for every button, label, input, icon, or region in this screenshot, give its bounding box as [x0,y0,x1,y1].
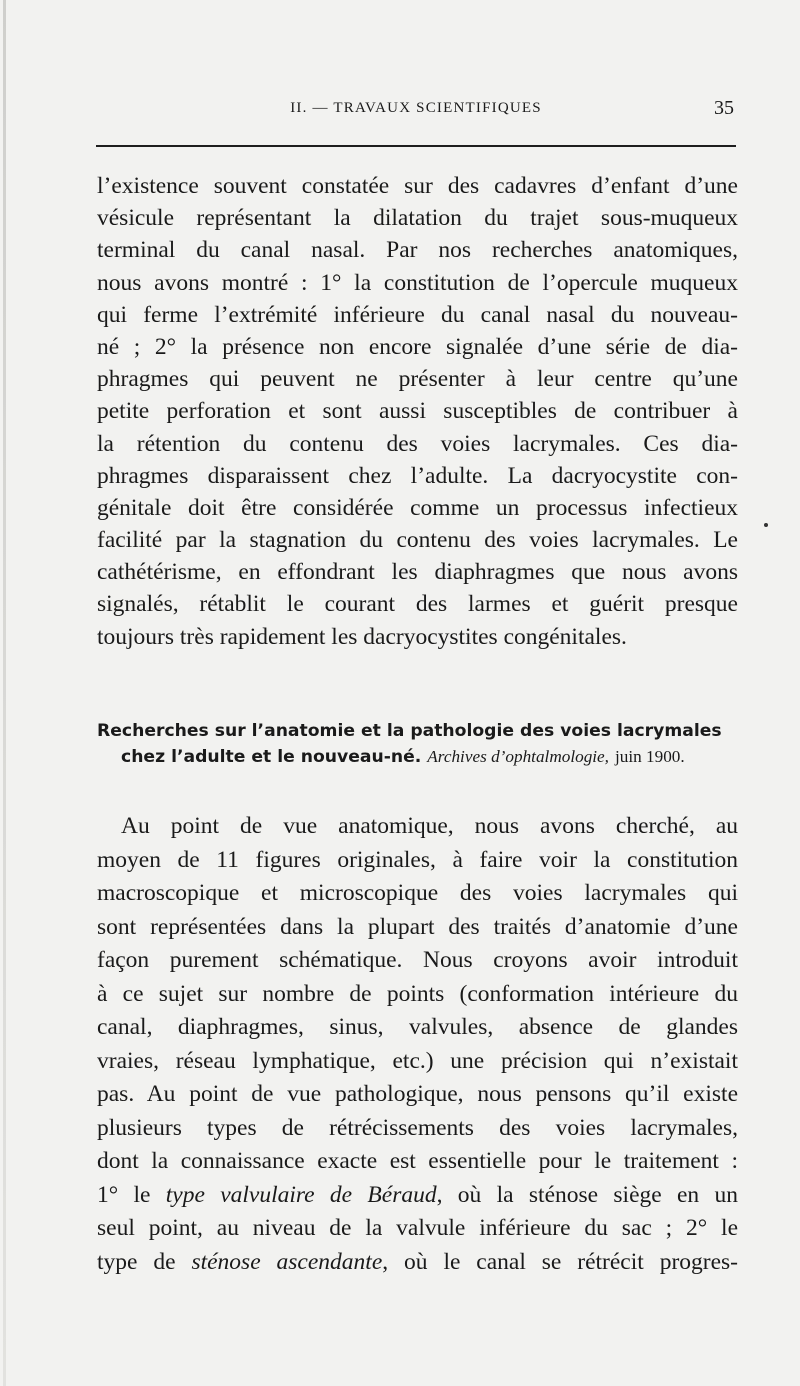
text-segment: , où le canal se rétrécit progres- [382,1248,738,1275]
text-line: dont la connaissance exacte est essentielle pour le traitement : [97,1148,738,1174]
text-line: toujours très rapidement les dacryocystites congénitales. [97,623,627,650]
text-line: qui ferme l’extrémité inférieure du canal nasal du nouveau- [97,301,738,328]
text-line: la rétention du contenu des voies lacrymales. Ces dia- [97,430,738,457]
paragraph-2 [97,810,738,1279]
paragraph-1 [97,170,738,653]
text-line: né ; 2° la présence non encore signalée d’une série de dia- [97,333,738,360]
scan-edge [3,0,6,1386]
reference-title-end: chez l’adulte et le nouveau-né. [121,747,422,767]
text-line: à ce sujet sur nombre de points (conformation intérieure du [97,980,738,1007]
text-line: nous avons montré : 1° la constitution de l’opercule muqueux [97,269,738,296]
text-line: phragmes qui peuvent ne présenter à leur centre qu’une [97,366,738,393]
text-line-with-italic [97,1246,738,1280]
text-line: moyen de 11 figures originales, à faire voir la constitution [97,846,738,873]
header-rule [96,145,736,147]
text-line-with-italic [97,1179,738,1213]
text-line: macroscopique et microscopique des voies lacrymales qui [97,880,738,906]
text-line: vésicule représentant la dilatation du trajet sous-muqueux [97,205,738,232]
text-line: façon purement schématique. Nous croyons avoir introduit [97,947,738,973]
text-line: plusieurs types de rétrécissements des voies lacrymales, [97,1114,738,1141]
text-line: génitale doit être considérée comme un processus infectieux [97,494,738,521]
text-segment: type de [97,1248,192,1275]
text-line: Au point de vue anatomique, nous avons cherché, au [121,813,738,839]
text-segment: , où la sténose siège en un [436,1181,738,1208]
reference-title-line-2 [97,744,742,770]
text-line: petite perforation et sont aussi susceptibles de contribuer à [97,398,738,425]
page-number: 35 [714,97,734,119]
running-head [96,97,736,128]
bibliographic-reference [97,718,742,770]
italic-term: type valvulaire de Béraud [165,1181,437,1208]
text-line: vraies, réseau lymphatique, etc.) une précision qui n’existait [97,1047,738,1074]
margin-mark [764,523,768,527]
text-line: l’existence souvent constatée sur des cadavres d’enfant d’une [97,173,738,199]
reference-title-line-1: Recherches sur l’anatomie et la pathologie des voies lacrymales [97,721,722,741]
text-segment: 1° le [97,1181,166,1208]
reference-date: juin 1900. [614,747,685,766]
text-line: terminal du canal nasal. Par nos recherches anatomiques, [97,237,738,264]
text-line: phragmes disparaissent chez l’adulte. La dacryocystite con- [97,462,738,489]
reference-journal: Archives d’ophtalmologie, [427,747,609,766]
text-line: facilité par la stagnation du contenu des voies lacrymales. Le [97,527,738,554]
running-title: II. — TRAVAUX SCIENTIFIQUES [290,100,542,116]
text-line: pas. Au point de vue pathologique, nous pensons qu’il existe [97,1081,738,1107]
italic-term: sténose ascendante [191,1248,383,1275]
text-line: signalés, rétablit le courant des larmes et guérit presque [97,591,738,618]
text-line: canal, diaphragmes, sinus, valvules, absence de glandes [97,1014,738,1040]
text-line: sont représentées dans la plupart des traités d’anatomie d’une [97,913,738,940]
text-line: seul point, au niveau de la valvule inférieure du sac ; 2° le [97,1215,738,1241]
text-line: cathétérisme, en effondrant les diaphragmes que nous avons [97,559,738,586]
